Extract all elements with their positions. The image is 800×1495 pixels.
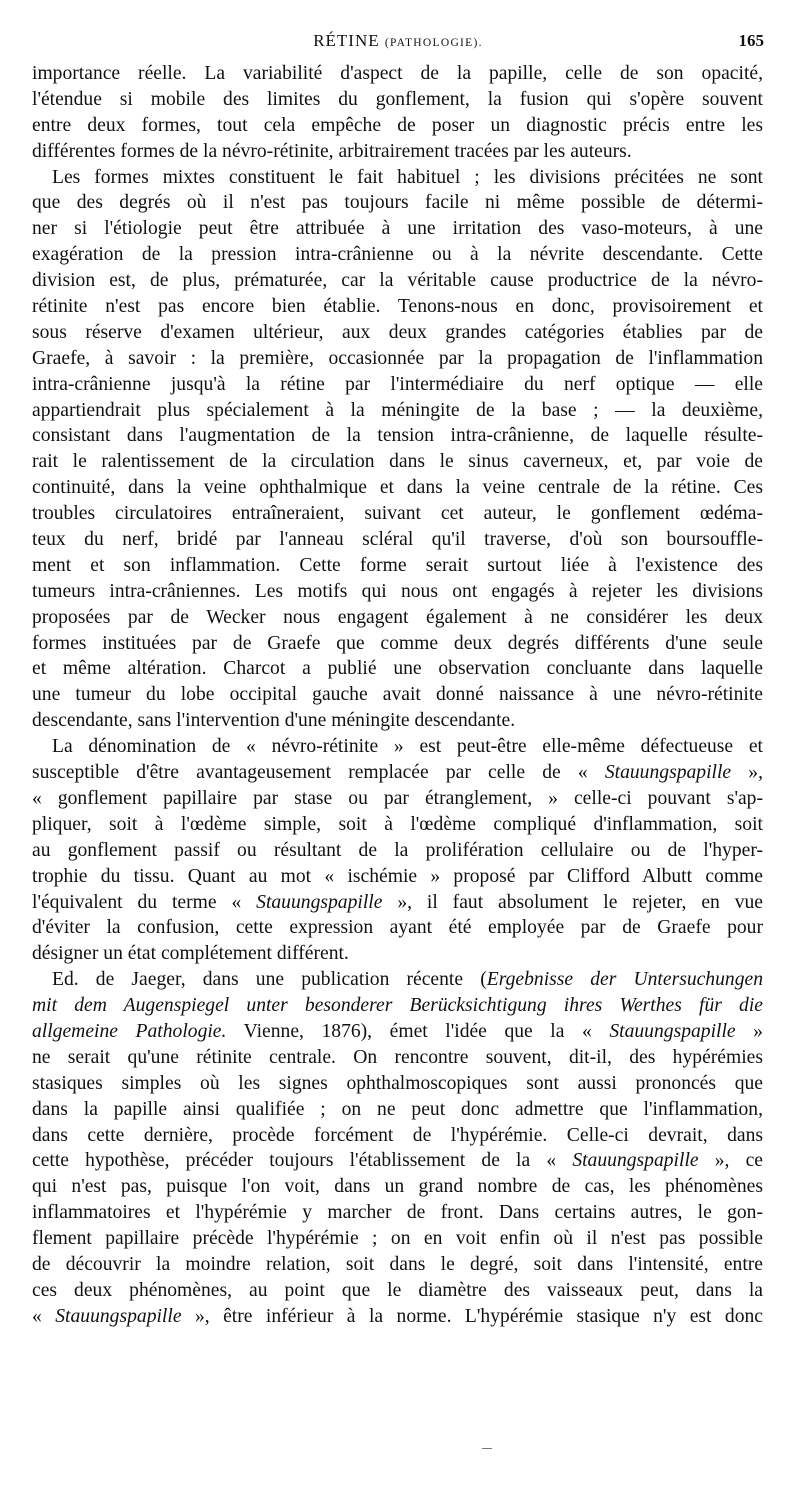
text-segment: Graefe, à savoir : la première, occasionnée par la propagation de l'inflammation	[32, 347, 763, 369]
text-segment: division est, de plus, prématurée, car la véritable cause productrice de la névro-	[32, 270, 763, 292]
text-line	[32, 631, 763, 657]
text-line	[32, 1123, 763, 1149]
italic-text: Ergebnisse der Untersuchungen	[486, 969, 763, 991]
text-segment: entre deux formes, tout cela empêche de poser un diagnostic précis entre les	[32, 114, 763, 136]
italic-text: Stauungspapille	[604, 762, 732, 784]
text-segment: Les formes mixtes constituent le fait habituel ; les divisions précitées ne sont	[52, 166, 763, 188]
text-line	[32, 242, 763, 268]
text-segment: consistant dans l'augmentation de la tension intra-crânienne, de laquelle résulte-	[32, 425, 763, 447]
text-segment: désigner un état complétement différent.	[32, 943, 349, 965]
text-line	[32, 1071, 763, 1097]
text-segment: rait le ralentissement de la circulation dans le sinus caverneux, et, par voie de	[32, 451, 763, 473]
text-line	[32, 449, 763, 475]
text-line	[32, 1148, 763, 1174]
text-line	[32, 87, 763, 113]
text-line	[32, 553, 763, 579]
text-line	[32, 113, 763, 139]
text-segment: teux du nerf, bridé par l'anneau scléral qu'il traverse, d'où son boursouffle-	[32, 529, 763, 551]
text-line	[32, 1045, 763, 1071]
text-segment: », il faut absolument le rejeter, en vue	[382, 891, 763, 913]
text-line	[32, 165, 763, 191]
text-line	[32, 656, 763, 682]
text-line	[32, 139, 763, 165]
text-segment: proposées par de Wecker nous engagent également à ne considérer les deux	[32, 606, 763, 628]
text-line	[32, 1097, 763, 1123]
text-line	[32, 1200, 763, 1226]
text-line	[32, 346, 763, 372]
text-line	[32, 941, 763, 967]
text-segment: ment et son inflammation. Cette forme serait surtout liée à l'existence des	[32, 554, 763, 576]
text-line	[32, 993, 763, 1019]
text-line	[32, 605, 763, 631]
text-line	[32, 372, 763, 398]
text-segment: « gonflement papillaire par stase ou par étranglement, » celle-ci pouvant s'ap-	[32, 787, 763, 809]
text-line	[32, 216, 763, 242]
italic-text: Stauungspapille	[572, 1150, 699, 1172]
text-line	[32, 786, 763, 812]
italic-text: Stauungspapille	[256, 891, 383, 913]
text-segment: troubles circulatoires entraîneraient, suivant cet auteur, le gonflement œdéma-	[32, 503, 763, 525]
page-number: 165	[738, 31, 764, 50]
text-segment: au gonflement passif ou résultant de la prolifération cellulaire ou de l'hyper-	[32, 839, 763, 861]
text-line	[32, 320, 763, 346]
text-segment: dans cette dernière, procède forcément de l'hypérémie. Celle-ci devrait, dans	[32, 1124, 763, 1146]
text-segment: pliquer, soit à l'œdème simple, soit à l'œdème compliqué d'inflammation, soit	[32, 813, 763, 835]
text-line	[32, 708, 763, 734]
text-segment: susceptible d'être avantageusement remplacée par celle de «	[32, 762, 605, 784]
text-line	[32, 1019, 763, 1045]
running-title	[32, 31, 764, 51]
text-segment: sous réserve d'examen ultérieur, aux deux grandes catégories établies par de	[32, 321, 763, 343]
text-line	[32, 268, 763, 294]
text-line	[32, 1278, 763, 1304]
text-segment: »,	[731, 762, 763, 784]
text-segment: intra-crânienne jusqu'à la rétine par l'intermédiaire du nerf optique — elle	[32, 373, 763, 395]
text-segment: Vienne, 1876), émet l'idée que la «	[226, 1020, 610, 1042]
text-line	[32, 838, 763, 864]
text-line	[32, 579, 763, 605]
text-segment: flement papillaire précède l'hypérémie ; on en voit enfin où il n'est pas possible	[32, 1228, 763, 1250]
text-segment: continuité, dans la veine ophthalmique et dans la veine centrale de la rétine. Ces	[32, 477, 763, 499]
text-line	[32, 475, 763, 501]
text-segment: qui n'est pas, puisque l'on voit, dans un grand nombre de cas, les phénomènes	[32, 1176, 763, 1198]
text-segment: de découvrir la moindre relation, soit dans le degré, soit dans l'intensité, entre	[32, 1253, 763, 1275]
text-segment: trophie du tissu. Quant au mot « ischémie » proposé par Clifford Albutt comme	[32, 865, 763, 887]
text-segment: importance réelle. La variabilité d'aspect de la papille, celle de son opacité,	[32, 63, 763, 84]
text-line	[32, 864, 763, 890]
text-segment: ces deux phénomènes, au point que le diamètre des vaisseaux peut, dans la	[32, 1279, 763, 1301]
text-segment: une tumeur du lobe occipital gauche avait donné naissance à une névro-rétinite	[32, 684, 763, 706]
text-line	[32, 734, 763, 760]
text-segment: », ce	[698, 1150, 764, 1172]
text-segment: l'équivalent du terme «	[32, 891, 257, 913]
text-segment: appartiendrait plus spécialement à la méningite de la base ; — la deuxième,	[32, 399, 763, 421]
text-segment: descendante, sans l'intervention d'une méningite descendante.	[32, 710, 516, 732]
italic-text: Stauungspapille	[55, 1305, 182, 1327]
text-segment: »	[735, 1020, 763, 1042]
text-segment: rétinite n'est pas encore bien établie. Tenons-nous en donc, provisoirement et	[32, 296, 763, 318]
footer-mark	[482, 1448, 492, 1449]
text-line	[32, 890, 763, 916]
text-segment: ne serait qu'une rétinite centrale. On rencontre souvent, dit-il, des hypérémies	[32, 1046, 763, 1068]
italic-text: allgemeine Pathologie.	[32, 1020, 227, 1042]
running-header	[32, 31, 764, 57]
text-segment: l'étendue si mobile des limites du gonflement, la fusion qui s'opère souvent	[32, 88, 763, 110]
text-line	[32, 760, 763, 786]
text-line	[32, 501, 763, 527]
text-line	[32, 398, 763, 424]
text-segment: dans la papille ainsi qualifiée ; on ne peut donc admettre que l'inflammation,	[32, 1098, 763, 1120]
body-text	[32, 61, 763, 1330]
text-segment: d'éviter la confusion, cette expression ayant été employée par de Graefe pour	[32, 917, 763, 939]
text-line	[32, 423, 763, 449]
text-line	[32, 294, 763, 320]
text-line	[32, 915, 763, 941]
text-segment: tumeurs intra-crâniennes. Les motifs qui nous ont engagés à rejeter les divisions	[32, 580, 763, 602]
text-segment: stasiques simples où les signes ophthalmoscopiques sont aussi prononcés que	[32, 1072, 763, 1094]
text-line	[32, 1174, 763, 1200]
text-segment: que des degrés où il n'est pas toujours facile ni même possible de détermi-	[32, 192, 763, 214]
text-line	[32, 1252, 763, 1278]
text-segment: «	[32, 1305, 56, 1327]
text-segment: exagération de la pression intra-crânienne ou à la névrite descendante. Cette	[32, 244, 763, 266]
text-line	[32, 1226, 763, 1252]
text-segment: différentes formes de la névro-rétinite, arbitrairement tracées par les auteurs.	[32, 140, 632, 162]
running-title-sub: (PATHOLOGIE).	[384, 37, 483, 49]
text-segment: », être inférieur à la norme. L'hypérémie stasique n'y est donc	[181, 1305, 763, 1327]
text-line	[32, 190, 763, 216]
text-segment: formes instituées par de Graefe que comme deux degrés différents d'une seule	[32, 632, 763, 654]
text-line	[32, 61, 763, 87]
text-segment: cette hypothèse, précéder toujours l'établissement de la «	[32, 1150, 573, 1172]
text-line	[32, 967, 763, 993]
text-line	[32, 812, 763, 838]
text-segment: et même altération. Charcot a publié une observation concluante dans laquelle	[32, 658, 763, 680]
text-line	[32, 682, 763, 708]
text-line	[32, 527, 763, 553]
text-segment: inflammatoires et l'hypérémie y marcher de front. Dans certains autres, le gon-	[32, 1202, 763, 1224]
text-segment: Ed. de Jaeger, dans une publication récente (	[52, 969, 487, 991]
running-title-main: RÉTINE	[313, 31, 380, 50]
text-segment: ner si l'étiologie peut être attribuée à une irritation des vaso-moteurs, à une	[32, 218, 763, 240]
text-line	[32, 1304, 763, 1330]
italic-text: Stauungspapille	[609, 1020, 736, 1042]
italic-text: mit dem Augenspiegel unter besonderer Berücksichtigung ihres Werthes für die	[32, 995, 763, 1017]
text-segment: La dénomination de « névro-rétinite » est peut-être elle-même défectueuse et	[52, 736, 763, 758]
